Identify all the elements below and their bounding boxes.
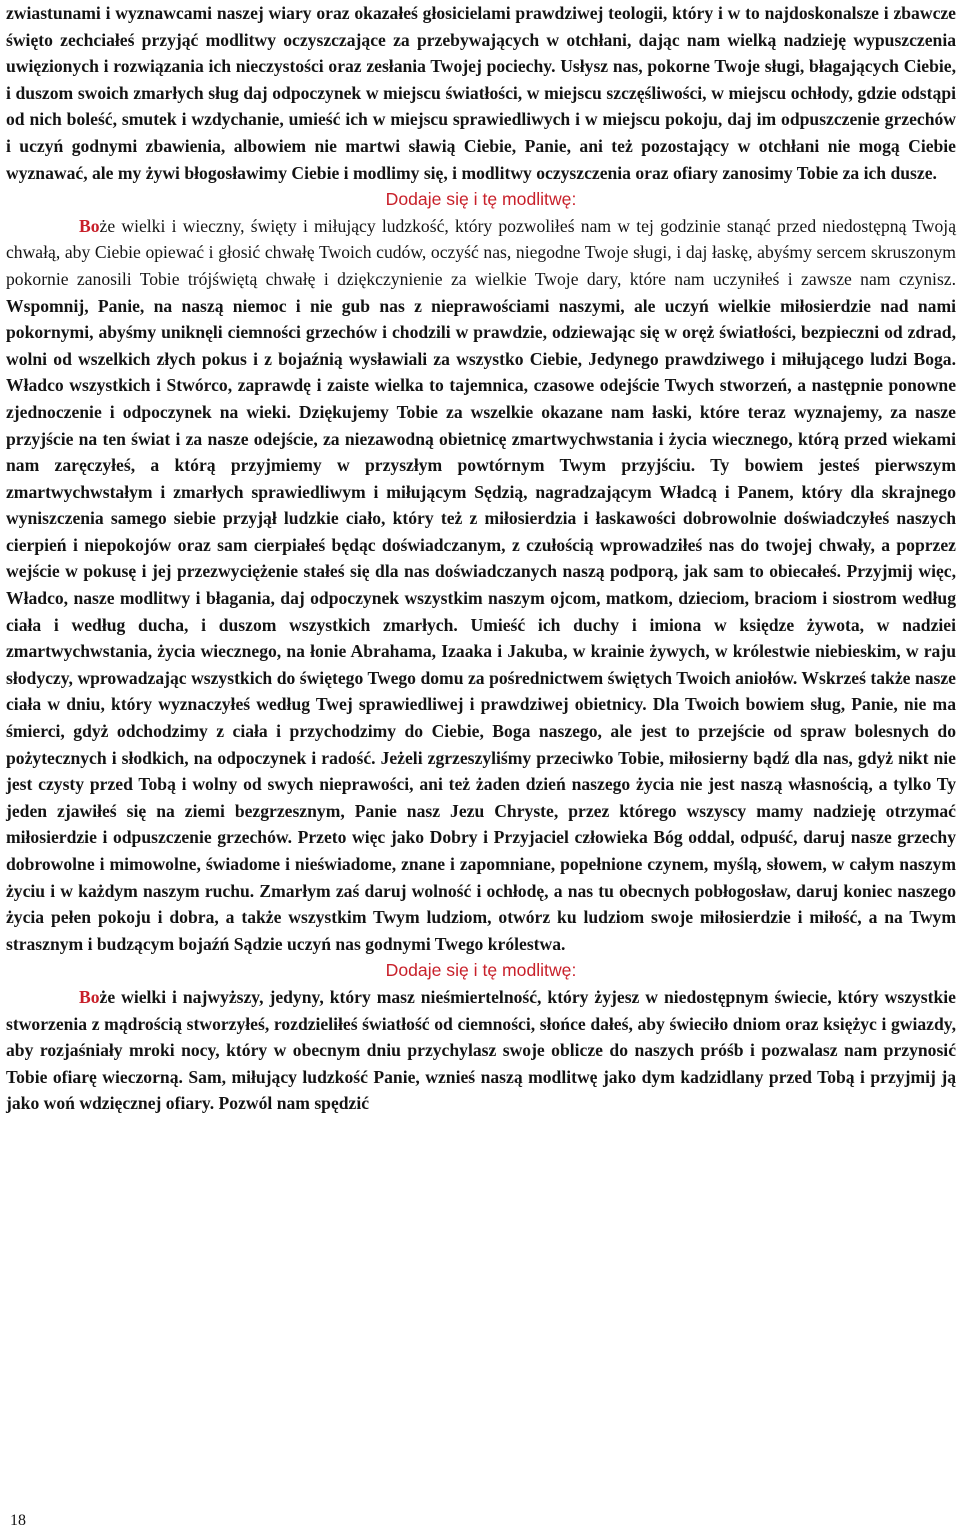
rubric-heading-2: Dodaje się i tę modlitwę: [385, 960, 577, 981]
paragraph-prayer-2 [6, 984, 956, 1117]
drop-initial-1: Bo [79, 215, 100, 236]
prayer-1-bold-text: Wspomnij, Panie, na naszą niemoc i nie gub nas z nieprawościami naszymi, ale uczyń wielkie miłosierdzie nad nami pokornymi, abyśmy uniknęli ciemności grzechów i chodzili w prawdzie, odziewając się w oręż światłości, bezpieczni od zdrad, wolni od wszelkich złych pokus i z bojaźnią wysławiali za wszystko Ciebie, Jedynego prawdziwego i miłującego ludzi Boga. Władco wszystkich i Stwórco, zaprawdę i zaiste wielka to tajemnica, czasowe odejście Twych stworzeń, a następnie ponowne zjednoczenie i odpoczynek na wieki. Dziękujemy Tobie za wszelkie okazane nam łaski, które teraz wyznajemy, za nasze przyjście na ten świat i za nasze odejście, za niezawodną obietnicę zmartwychwstania i życia wiecznego, którą przed wiekami nam zaręczyłeś, a którą przyjmiemy w przyszłym powtórnym Twym przyjściu. Ty bowiem jesteś pierwszym zmartwychwstałym i zmarłych sprawiedliwym i miłującym Sędzią, nagradzającym Władcą i Panem, który dla skrajnego wyniszczenia samego siebie przyjął ludzkie ciało, który też z miłosierdzia i łaskawości dobrowolnie doświadczyłeś naszych cierpień i niepokojów oraz sam cierpiałeś będąc doświadczanym, z czułością wprowadziłeś nas do twojej chwały, a poprzez wejście w pokusę i jej przezwyciężenie stałeś się dla nas doświadczanych naszą podporą, jak sam to obiecałeś. Przyjmij więc, Władco, nasze modlitwy i błagania, daj odpoczynek wszystkim naszym ojcom, matkom, dzieciom, braciom i siostrom według ciała i według ducha, i duszom wszystkich zmarłych. Umieść ich duchy i imiona w księdze żywota, w nadziei zmartwychwstania, życia wiecznego, na łonie Abrahama, Izaaka i Jakuba, w krainie żywych, w królestwie niebieskim, w raju słodyczy, wprowadzając wszystkich do świętego Twego domu za pośrednictwem świętych Twoich aniołów. Wskrześ także nasze ciała w dniu, który wyznaczyłeś według Twej sprawiedliwej i prawdziwej obietnicy. Dla Twoich bowiem sług, Panie, nie ma śmierci, gdyż odchodzimy z ciała i przychodzimy do Ciebie, Boga naszego, ale jest to przejście od spraw bolesnych do pożytecznych i słodkich, na odpoczynek i radość. Jeżeli zgrzeszyliśmy przeciwko Tobie, miłosierny bądź dla nas, gdyż nikt nie jest czysty przed Tobą i wolny od swych nieprawości, ani też żaden dzień naszego życia nie jest naszą własnością, a tylko Ty jeden zjawiłeś się na ziemi bezgrzesznym, Panie nasz Jezu Chryste, przez którego wszyscy mamy nadzieję otrzymać miłosierdzie i odpuszczenie grzechów. Przeto więc jako Dobry i Przyjaciel człowieka Bóg oddal, odpuść, daruj nasze grzechy dobrowolne i mimowolne, świadome i nieświadome, znane i zapomniane, popełnione czynem, myślą, słowem, w całym naszym życiu i w każdym naszym ruchu. Zmarłym zaś daruj wolność i ochłodę, a nas tu obecnych pobłogosław, daruj koniec naszego życia pełen pokoju i dobra, a także wszystkim Twym ludziom, otwórz ku ludziom swoje miłosierdzie i miłość, a na Twym strasznym i budzącym bojaźń Sądzie uczyń nas godnymi Twego królestwa. [6, 295, 956, 954]
rubric-heading-1: Dodaje się i tę modlitwę: [385, 189, 577, 210]
paragraph-prayer-1 [6, 213, 956, 958]
prayer-2-text: że wielki i najwyższy, jedyny, który masz nieśmiertelność, który żyjesz w niedostępnym świecie, który wszystkie stworzenia z mądrością stworzyłeś, rozdzieliłeś światłość od ciemności, słońce dałeś, aby świeciło dniom oraz księżyc i gwiazdy, aby rozjaśniały mroki nocy, który w obecnym dniu przychylasz swoje oblicze do naszych próśb i pozwalasz nam przynosić Tobie ofiarę wieczorną. Sam, miłujący ludzkość Panie, wznieś naszą modlitwę jako dym kadzidlany przed Tobą i przyjmij ją jako woń wdzięcznej ofiary. Pozwól nam spędzić [6, 986, 956, 1114]
document-page [6, 0, 956, 1117]
page-number: 18 [10, 1512, 26, 1529]
paragraph-continuation: zwiastunami i wyznawcami naszej wiary oraz okazałeś głosicielami prawdziwej teologii, który i w to najdoskonalsze i zbawcze święto zechciałeś przyjąć modlitwy oczyszczające za przebywających w otchłani, dając nam wielką nadzieję wypuszczenia uwięzionych i rozwiązania ich nieczystości oraz zesłania Twojej pociechy. Usłysz nas, pokorne Twoje sługi, błagających Ciebie, i duszom swoich zmarłych sług daj odpoczynek w miejscu światłości, w miejscu szczęśliwości, w miejscu ochłody, gdzie odstąpi od nich boleść, smutek i wzdychanie, umieść ich w miejscu sprawiedliwych i w miejscu pokoju, daj im odpuszczenie grzechów i uczyń godnymi zbawienia, albowiem nie martwi sławią Ciebie, Panie, ani też pozostający w otchłani nie mogą Ciebie wyznawać, ale my żywi błogosławimy Ciebie i modlimy się, i modlitwy oczyszczenia oraz ofiary zanosimy Tobie za ich dusze. [6, 3, 956, 183]
prayer-1-normal-text: że wielki i wieczny, święty i miłujący ludzkość, który pozwoliłeś nam w tej godzinie stanąć przed niedostępną Twoją chwałą, aby Ciebie opiewać i głosić chwałę Twoich cudów, oczyść nas, niegodne Twoje sługi, i daj łaskę, abyśmy sercem skruszonym pokornie zanosili Tobie trójświętą chwałę i dziękczynienie za wielkie Twoje dary, które nam uczyniłeś i zawsze nam czynisz. [6, 215, 956, 289]
drop-initial-2: Bo [79, 986, 100, 1007]
